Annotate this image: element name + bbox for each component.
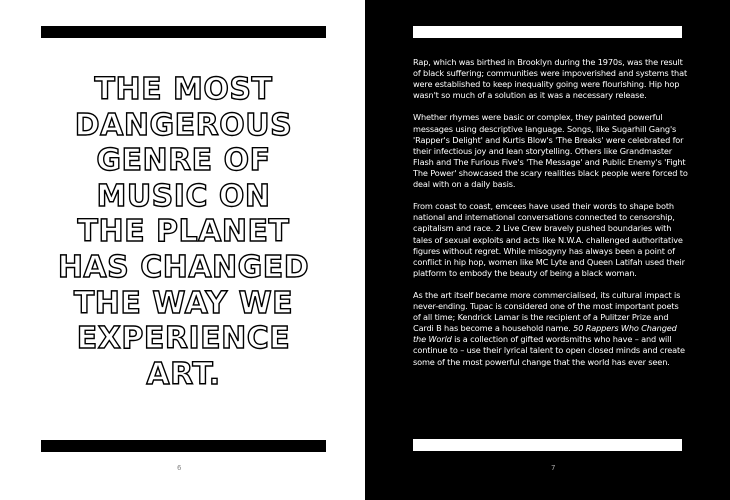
- body-text: [413, 57, 688, 379]
- bottom-rule: [413, 439, 682, 451]
- right-page: [365, 0, 730, 500]
- headline-line: MUSIC ON: [96, 178, 271, 214]
- page-number: 6: [177, 464, 182, 472]
- headline-line: THE MOST: [94, 72, 273, 107]
- book-title: 50 Rappers Who Changed the World: [413, 323, 677, 345]
- headline-line: THE WAY WE: [73, 285, 294, 321]
- bottom-rule: [41, 440, 326, 452]
- top-rule: [413, 26, 682, 38]
- headline-line: EXPERIENCE: [76, 321, 291, 357]
- paragraph: Whether rhymes were basic or complex, they painted powerful messages using descriptive language. Songs, like Sugarhill Gang's 'Rapper's Delight' and Kurtis Blow's 'The Breaks' were celebrated for their infectious joy and lean storytelling. Others like Grandmaster Flash and The Furious Five's 'The Message' and Public Enemy's 'Fight The Power' showcased the scary realities black people were forced to deal with on a daily basis.: [413, 112, 688, 190]
- headline-line: ART.: [146, 356, 221, 392]
- headline-line: THE PLANET: [77, 214, 290, 250]
- paragraph-text: As the art itself became more commercialised, its cultural impact is never-ending. Tupac is considered one of the most important poets of all time; Kendrick Lamar is the recipient of a Pulitzer Prize and Cardi B has become a household name.: [413, 289, 681, 334]
- page-number: 7: [551, 464, 556, 472]
- headline-line: HAS CHANGED: [57, 249, 310, 285]
- headline-line: GENRE OF: [96, 143, 271, 179]
- paragraph-text: is a collection of gifted wordsmiths who have – and will continue to – use their lyrical talent to open closed minds and create some of the most powerful change that the world has ever seen.: [413, 334, 685, 367]
- top-rule: [41, 26, 326, 38]
- paragraph: Rap, which was birthed in Brooklyn during the 1970s, was the result of black suffering; communities were impoverished and systems that were established to keep inequality going were flourishing. Hip hop wasn't so much of a solution as it was a necessary release.: [413, 57, 688, 101]
- headline: [41, 72, 326, 392]
- paragraph: [413, 290, 688, 368]
- paragraph: From coast to coast, emcees have used their words to shape both national and international conversations connected to censorship, capitalism and race. 2 Live Crew bravely pushed boundaries with tales of sexual exploits and acts like N.W.A. challenged authoritative figures without regret. While misogyny has always been a point of conflict in hip hop, women like MC Lyte and Queen Latifah used their platform to embody the beauty of being a black woman.: [413, 201, 685, 278]
- headline-line: DANGEROUS: [74, 107, 293, 143]
